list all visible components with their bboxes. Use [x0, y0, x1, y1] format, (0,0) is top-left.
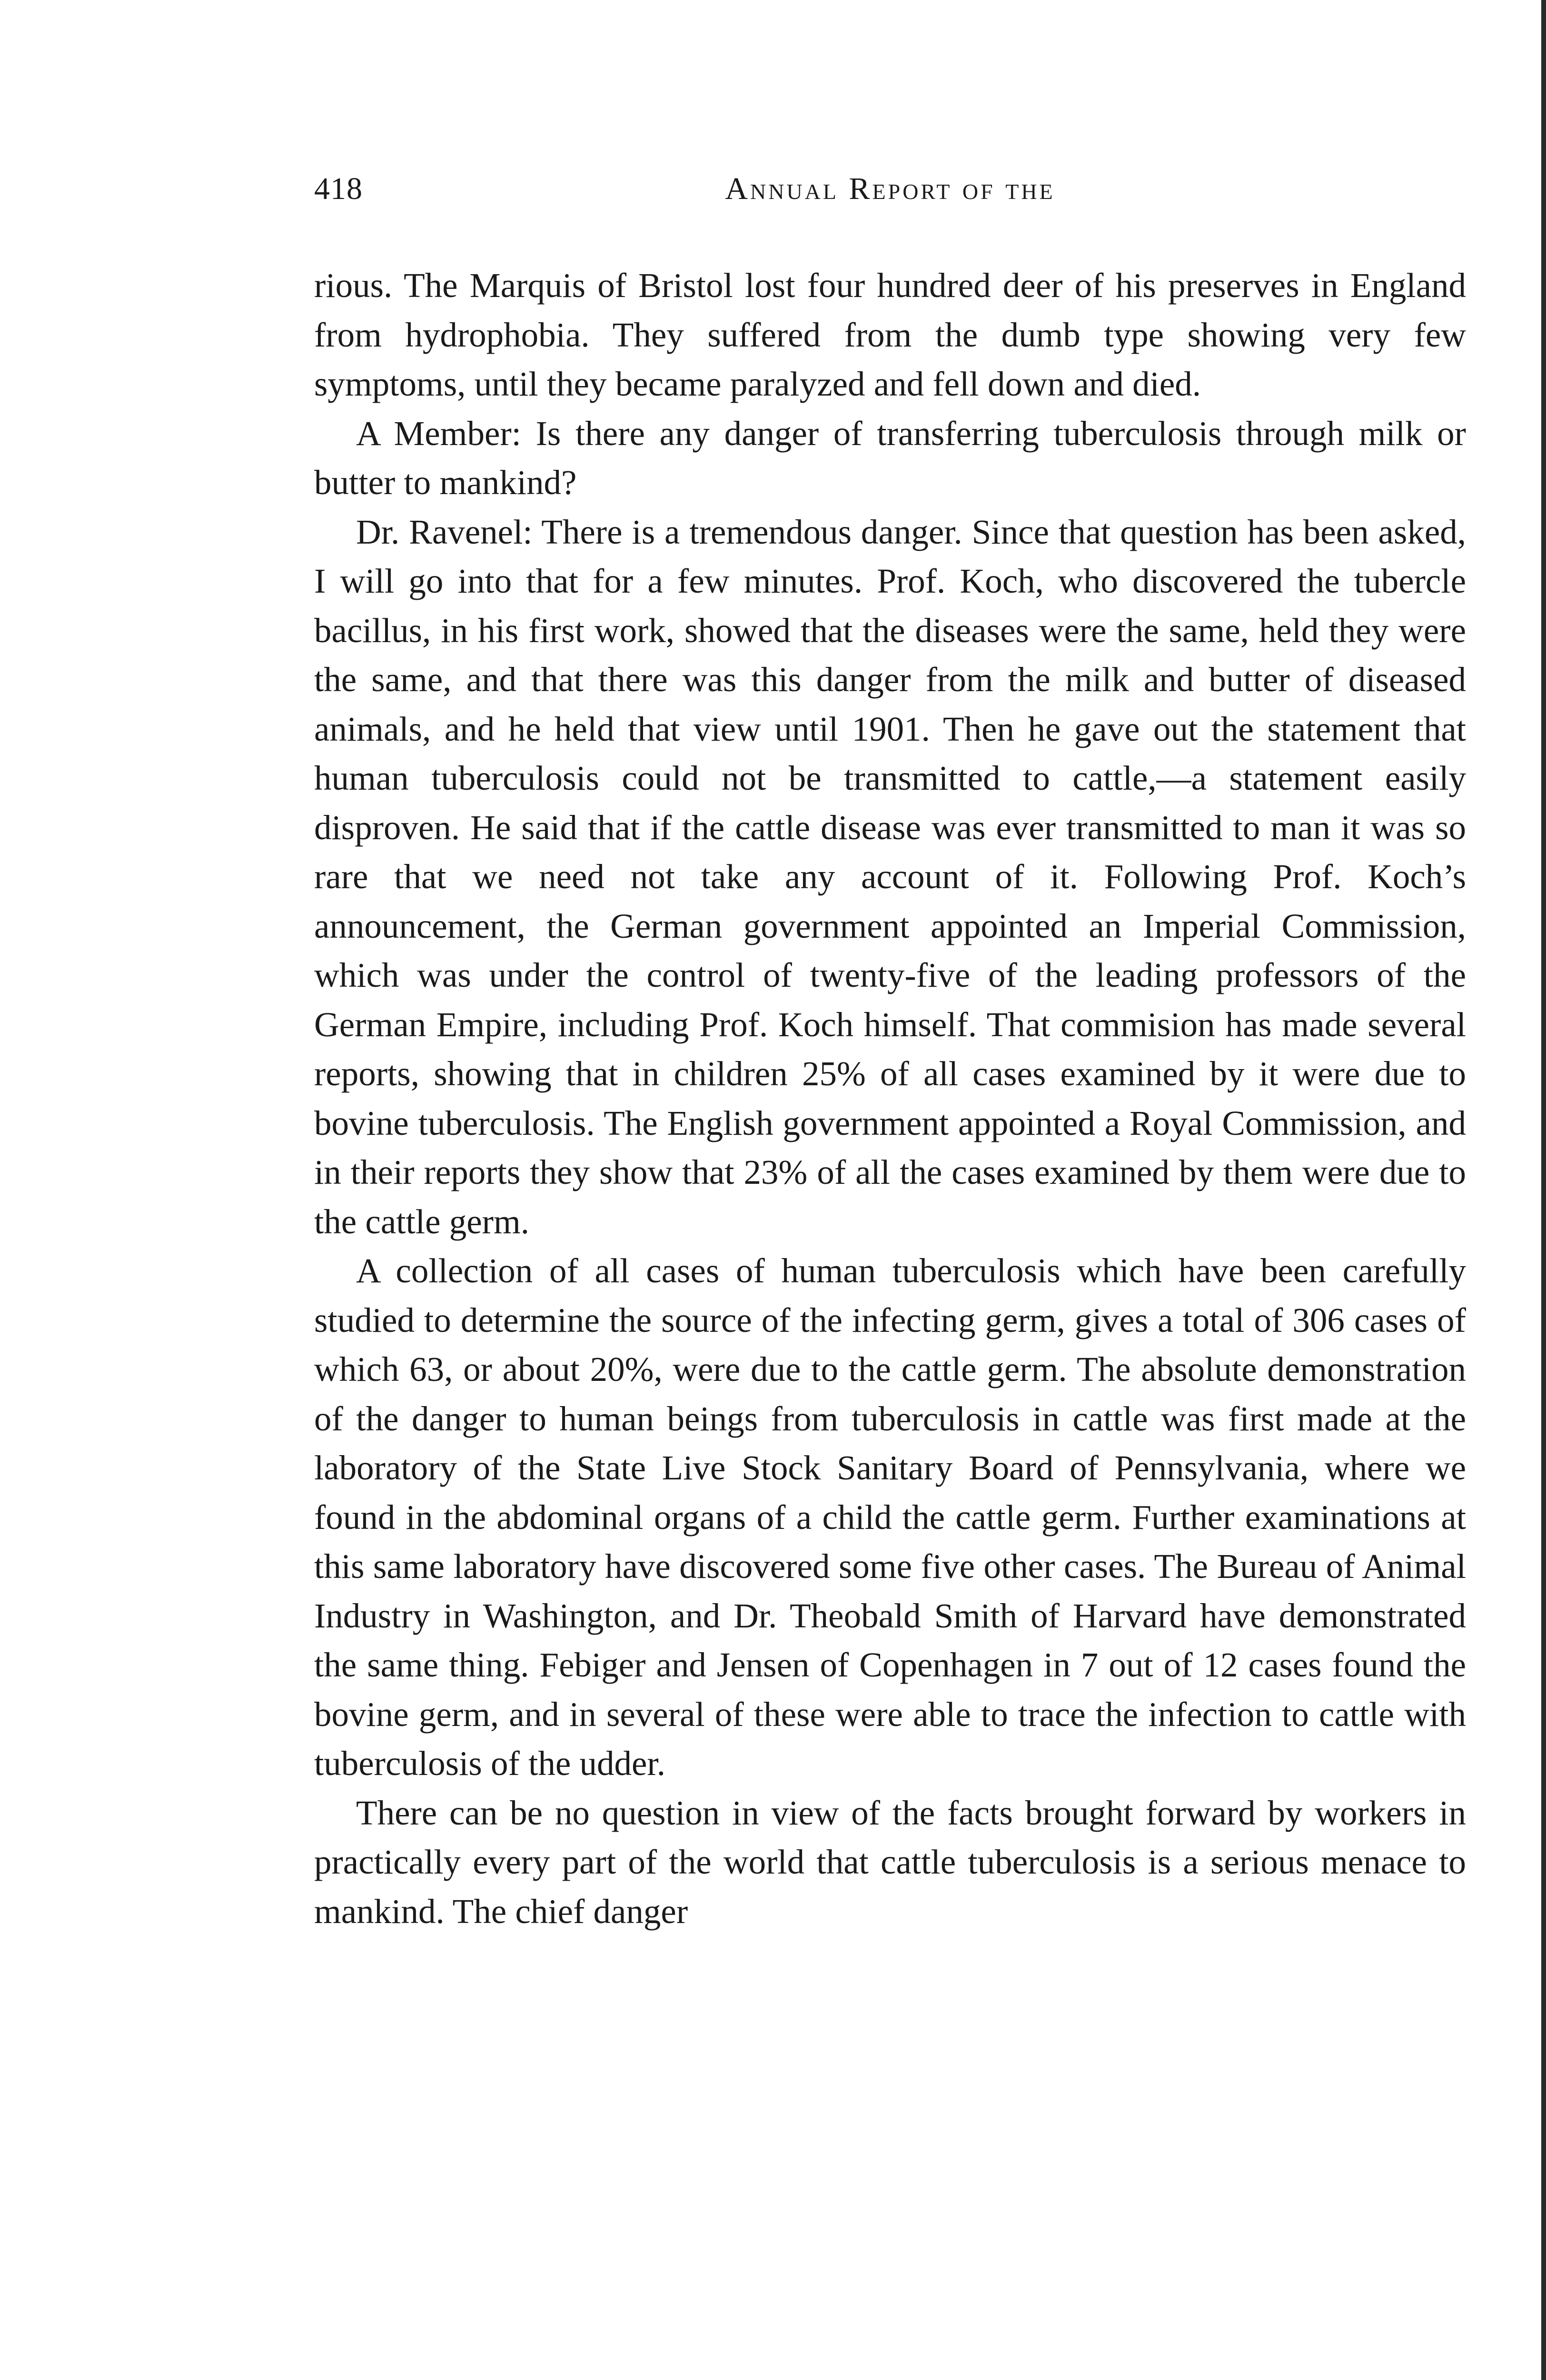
running-head: Annual Report of the	[725, 171, 1055, 206]
page-number: 418	[314, 171, 363, 206]
body-text	[314, 261, 1466, 1936]
paragraph-continued: rious. The Marquis of Bristol lost four hundred deer of his preserves in England from hydrophobia. They suffered from the dumb type showing very few symptoms, until they became paralyzed and fell down and died.	[314, 266, 1466, 403]
paragraph-case-collection: A collection of all cases of human tuberculosis which have been carefully studied to determine the source of the infecting germ, gives a total of 306 cases of which 63, or about 20%, were due to the cattle germ. The absolute demonstration of the danger to human beings from tuberculosis in cattle was first made at the laboratory of the State Live Stock Sanitary Board of Pennsylvania, where we found in the abdominal organs of a child the cattle germ. Further examinations at this same laboratory have discovered some five other cases. The Bureau of Animal Industry in Washington, and Dr. Theobald Smith of Harvard have demonstrated the same thing. Febiger and Jensen of Copenhagen in 7 out of 12 cases found the bovine germ, and in several of these were able to trace the infection to cattle with tuberculosis of the udder.	[314, 1251, 1466, 1783]
paragraph-member-question: A Member: Is there any danger of transferring tuberculosis through milk or butter to mankind?	[314, 414, 1466, 502]
scan-right-edge	[1541, 0, 1546, 2380]
paragraph-conclusion: There can be no question in view of the facts brought forward by workers in practically every part of the world that cattle tuberculosis is a serious menace to mankind. The chief danger	[314, 1793, 1466, 1931]
page-header	[314, 168, 1466, 220]
paragraph-ravenel-answer: Dr. Ravenel: There is a tremendous danger. Since that question has been asked, I will go into that for a few minutes. Prof. Koch, who discovered the tubercle bacillus, in his first work, showed that the diseases were the same, held they were the same, and that there was this danger from the milk and butter of diseased animals, and he held that view until 1901. Then he gave out the statement that human tuberculosis could not be transmitted to cattle,—a statement easily disproven. He said that if the cattle disease was ever transmitted to man it was so rare that we need not take any account of it. Following Prof. Koch’s announcement, the German government appointed an Imperial Commission, which was under the control of twenty-five of the leading professors of the German Empire, including Prof. Koch himself. That commision has made several reports, showing that in children 25% of all cases examined by it were due to bovine tuberculosis. The English government appointed a Royal Commission, and in their reports they show that 23% of all the cases examined by them were due to the cattle germ.	[314, 512, 1466, 1241]
